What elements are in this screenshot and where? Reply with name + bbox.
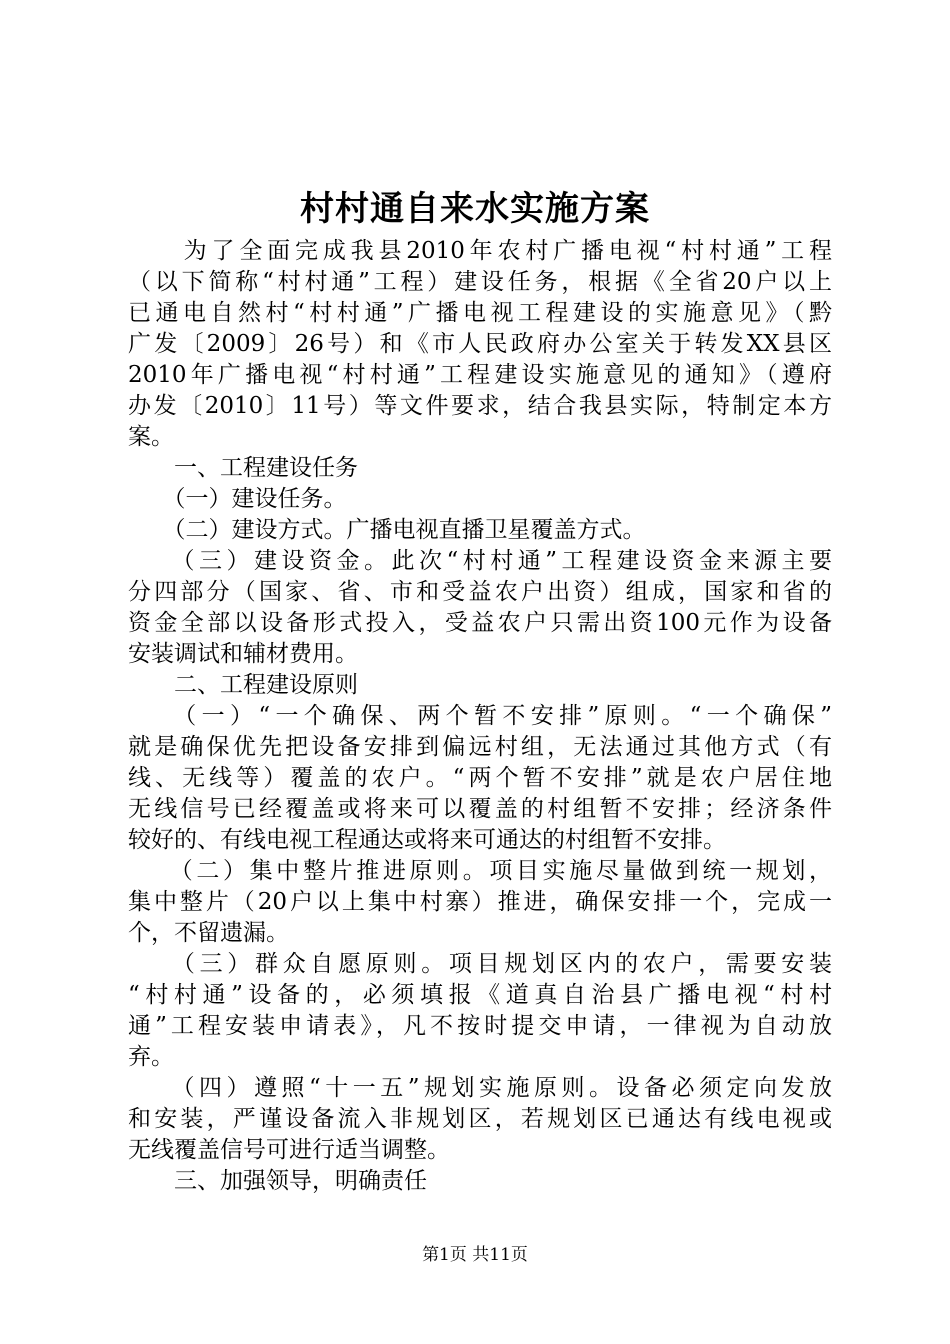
body-line: 三、加强领导，明确责任	[128, 1168, 427, 1194]
body-line: 线、无线等）覆盖的农户。“两个暂不安排”就是农户居住地	[128, 765, 832, 791]
body-line: （三）群众自愿原则。项目规划区内的农户，需要安装	[128, 951, 832, 977]
body-line: 就是确保优先把设备安排到偏远村组，无法通过其他方式（有	[128, 734, 832, 760]
body-line: 个，不留遗漏。	[128, 920, 289, 946]
body-line: 资金全部以设备形式投入，受益农户只需出资100元作为设备	[128, 610, 832, 636]
document-body	[128, 236, 832, 1197]
body-line: 集中整片（20户以上集中村寨）推进，确保安排一个，完成一	[128, 889, 832, 915]
body-line: 通”工程安装申请表》，凡不按时提交申请，一律视为自动放	[128, 1013, 832, 1039]
body-line: 案。	[128, 424, 174, 450]
body-line: 已通电自然村“村村通”广播电视工程建设的实施意见》（黔	[128, 300, 832, 326]
body-line: （二）集中整片推进原则。项目实施尽量做到统一规划，	[128, 858, 832, 884]
body-line: 安装调试和辅材费用。	[128, 641, 358, 667]
body-line: （一）建设任务。	[128, 486, 347, 512]
body-line: （二）建设方式。广播电视直播卫星覆盖方式。	[128, 517, 646, 543]
body-line: 无线覆盖信号可进行适当调整。	[128, 1137, 450, 1163]
body-line: 无线信号已经覆盖或将来可以覆盖的村组暂不安排；经济条件	[128, 796, 832, 822]
body-line: （三）建设资金。此次“村村通”工程建设资金来源主要	[128, 548, 832, 574]
body-line: （四）遵照“十一五”规划实施原则。设备必须定向发放	[128, 1075, 832, 1101]
body-line: 分四部分（国家、省、市和受益农户出资）组成，国家和省的	[128, 579, 832, 605]
body-line: 一、工程建设任务	[128, 455, 358, 481]
body-line: 较好的、有线电视工程通达或将来可通达的村组暂不安排。	[128, 827, 726, 853]
body-line: 和安装，严谨设备流入非规划区，若规划区已通达有线电视或	[128, 1106, 832, 1132]
body-line: 2010年广播电视“村村通”工程建设实施意见的通知》（遵府	[128, 362, 832, 388]
body-line: 广发〔2009〕26号）和《市人民政府办公室关于转发XX县区	[128, 331, 832, 357]
document-title: 村村通自来水实施方案	[300, 189, 650, 229]
body-line: 二、工程建设原则	[128, 672, 358, 698]
page-footer: 第1页 共11页	[422, 1245, 528, 1265]
body-line: 弃。	[128, 1044, 174, 1070]
body-line: 办发〔2010〕11号）等文件要求，结合我县实际，特制定本方	[128, 393, 832, 419]
body-line: （以下简称“村村通”工程）建设任务，根据《全省20户以上	[128, 269, 832, 295]
body-line: （一）“一个确保、两个暂不安排”原则。“一个确保”	[128, 703, 832, 729]
body-line: 为了全面完成我县2010年农村广播电视“村村通”工程	[128, 238, 832, 264]
body-line: “村村通”设备的，必须填报《道真自治县广播电视“村村	[128, 982, 832, 1008]
